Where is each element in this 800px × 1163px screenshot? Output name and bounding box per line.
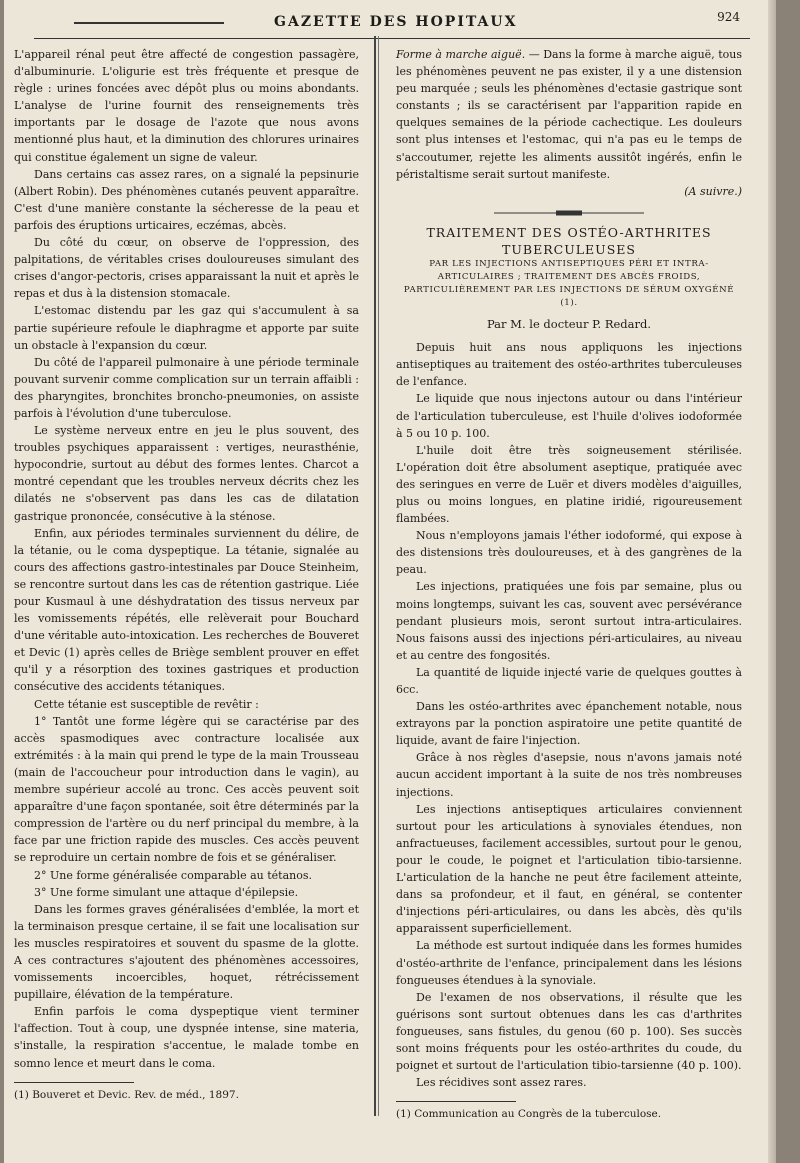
paragraph: Les injections antiseptiques articulaires conviennent surtout pour les articulations à synoviales étendues, non anfractueuses, facilement accessibles, surtout pour le genou, pour le coude, le poignet et l'articulation tibio-tarsienne. L'articulation de la hanche ne peut être facilement atteinte, dans sa profondeur, et il faut, en général, se contenter d'injections péri-articulaires, ou dans les abcès, dès qu'ils apparaissent superficiellement. [396,802,742,936]
header-divider [34,38,750,39]
paragraph: Du côté du cœur, on observe de l'oppression, des palpitations, de véritables crises douloureuses simulant des crises d'angor-pectoris, crises apparaissant la nuit et après le repas et dus à la distension stomacale. [14,236,359,301]
paragraph: Le liquide que nous injectons autour ou dans l'intérieur de l'articulation tuberculeuse, est l'huile d'olives iodoformée à 5 ou 10 p. 100. [396,392,742,440]
paragraph: Cette tétanie est susceptible de revêtir : [34,697,259,711]
footnote: (1) Bouveret et Devic. Rev. de méd., 1897. [14,1088,239,1101]
intro-text: — Dans la forme à marche aiguë, tous les phénomènes peuvent ne pas exister, il y a une distension peu marquée ; seuls les phénomènes d'ectasie gastrique sont constants ; ils se caractérisent par l'apparition rapide en quelques semaines de la période cachectique. Les douleurs sont plus intenses et l'estomac, qui n'a pas eu le temps de s'accoutumer, rejette les aliments aussitôt ingérés, enfin le péristaltisme serait surtout manifeste. [396,48,742,181]
footnote-rule [14,1082,134,1083]
paragraph: Les récidives sont assez rares. [416,1076,587,1090]
paragraph: L'appareil rénal peut être affecté de congestion passagère, d'albuminurie. L'oligurie est très fréquente et presque de règle : urines foncées avec dépôt plus ou moins abondants. L'analyse de l'urine fournit des renseignements très importants par le dosage de l'azote que nous avons mentionné plus haut, et la diminution des chlorures urinaires qui constitue également un signe de valeur. [14,48,359,164]
paragraph: De l'examen de nos observations, il résulte que les guérisons sont surtout obtenues dans les cas d'arthrites fongueuses, sans fistules, du genou (60 p. 100). Ses succès sont moins fréquents pour les ostéo-arthrites du coude, du poignet et surtout de l'articulation tibio-tarsienne (40 p. 100). [396,990,742,1073]
intro-paragraph [396,46,742,183]
ornament-divider [494,208,644,218]
article-title: TRAITEMENT DES OSTÉO-ARTHRITES TUBERCULEUSES [426,224,712,257]
paragraph: Grâce à nos règles d'asepsie, nous n'avons jamais noté aucun accident important à la suite de nos très nombreuses injections. [396,751,742,799]
article-author: Par M. le docteur P. Redard. [486,317,652,332]
column-divider-inner [378,36,379,1116]
paragraph: Dans les ostéo-arthrites avec épanchement notable, nous extrayons par la ponction aspiratoire une petite quantité de liquide, avant de faire l'injection. [396,700,742,748]
intro-lead: Forme à marche aiguë. [396,48,526,61]
paragraph: Les injections, pratiquées une fois par semaine, plus ou moins longtemps, suivant les cas, souvent avec persévérance pendant plusieurs mois, seront surtout intra-articulaires. Nous faisons aussi des injections péri-articulaires, au niveau et au centre des fongosités. [396,580,742,662]
paragraph: L'huile doit être très soigneusement stérilisée. L'opération doit être absolument aseptique, pratiquée avec des seringues en verre de Luër et divers modèles d'aiguilles, plus ou moins longues, en platine iridié, rigoureusement flambées. [396,443,742,526]
paragraph: Le système nerveux entre en jeu le plus souvent, des troubles psychiques apparaissent : vertiges, neurasthénie, hypocondrie, surtout au début des formes lentes. Charcot a montré cependant que les troubles nerveux décrits chez les dilatés ne s'observent pas dans les cas de dilatation gastrique prononcée, consécutive à la sténose. [14,424,359,523]
paragraph: L'estomac distendu par les gaz qui s'accumulent à sa partie supérieure refoule le diaphragme et apporte par suite un obstacle à l'expansion du cœur. [14,304,359,352]
footnote: (1) Communication au Congrès de la tuberculose. [396,1108,662,1121]
paragraph: Enfin parfois le coma dyspeptique vient terminer l'affection. Tout à coup, une dyspnée intense, sine materia, s'installe, la respiration s'accentue, le malade tombe en somno lence et meurt dans le coma. [14,1005,359,1070]
paragraph: 3° Une forme simulant une attaque d'épilepsie. [34,885,299,899]
to-be-continued: (A suivre.) [684,184,742,198]
article-subtitle: PAR LES INJECTIONS ANTISEPTIQUES PÉRI ET INTRA-ARTICULAIRES ; TRAITEMENT DES ABCÈS FROIDS, PARTICULIÈREMENT PAR LES INJECTIONS DE SÉRUM OXYGÉNÉ (1). [403,259,735,309]
paragraph: Dans certains cas assez rares, on a signalé la pepsinurie (Albert Robin). Des phénomènes cutanés peuvent apparaître. C'est d'une manière constante la sécheresse de la peau et parfois des éruptions urticaires, eczémas, abcès. [14,167,359,232]
column-divider [374,36,376,1116]
paragraph: Enfin, aux périodes terminales surviennent du délire, de la tétanie, ou le coma dyspeptique. La tétanie, signalée au cours des affections gastro-intestinales par Douce Steinheim, se rencontre surtout dans les cas de rétention gastrique. Liée pour Kusmaul à une déshydratation des tissus nerveux par les vomissements répétés, elle relèverait pour Bouchard d'une véritable auto-intoxication. Les recherches de Bouveret et Devic (1) après celles de Briège semblent prouver en effet qu'il y a résorption des toxines gastriques et production consécutive des accidents tétaniques. [14,526,359,694]
paragraph: La quantité de liquide injecté varie de quelques gouttes à 6cc. [396,665,742,696]
paragraph: Du côté de l'appareil pulmonaire à une période terminale pouvant survenir comme complication sur un terrain affaibli : des pharyngites, bronchites broncho-pneumonies, on assiste parfois à l'évolution d'une tuberculose. [14,355,359,420]
header-rule [74,22,224,24]
paragraph: 2° Une forme généralisée comparable au tétanos. [34,868,312,882]
page-header [4,10,776,32]
footnote-rule [396,1101,516,1102]
paragraph: Dans les formes graves généralisées d'emblée, la mort et la terminaison presque certaine, il se fait une localisation sur les muscles respiratoires et souvent du spasme de la glotte. A ces contractures s'ajoutent des phénomènes accessoires, vomissements incoercibles, hoquet, rétrécissement pupillaire, élévation de la température. [14,902,359,1002]
right-column [396,46,742,1123]
paragraph: Depuis huit ans nous appliquons les injections antiseptiques au traitement des ostéo-arthrites tuberculeuses de l'enfance. [396,341,742,389]
paragraph: La méthode est surtout indiquée dans les formes humides d'ostéo-arthrite de l'enfance, principalement dans les lésions fongueuses étendues à la synoviale. [396,939,742,987]
page-number: 924 [717,10,740,24]
left-column [14,46,359,1104]
newspaper-page [4,0,776,1163]
journal-title: GAZETTE DES HOPITAUX [274,14,518,30]
paragraph: Nous n'employons jamais l'éther iodoformé, qui expose à des distensions très douloureuses, et à des gangrènes de la peau. [396,529,742,577]
paragraph: 1° Tantôt une forme légère qui se caractérise par des accès spasmodiques avec contracture localisée aux extrémités : à la main qui prend le type de la main Trousseau (main de l'accoucheur pour introduction dans le vagin), au membre supérieur accolé au tronc. Ces accès peuvent soit apparaître d'une façon spontanée, soit être déterminés par la compression de l'artère ou du nerf principal du membre, à la face par une friction rapide des muscles. Ces accès peuvent se reproduire un certain nombre de fois et se généraliser. [14,714,359,865]
